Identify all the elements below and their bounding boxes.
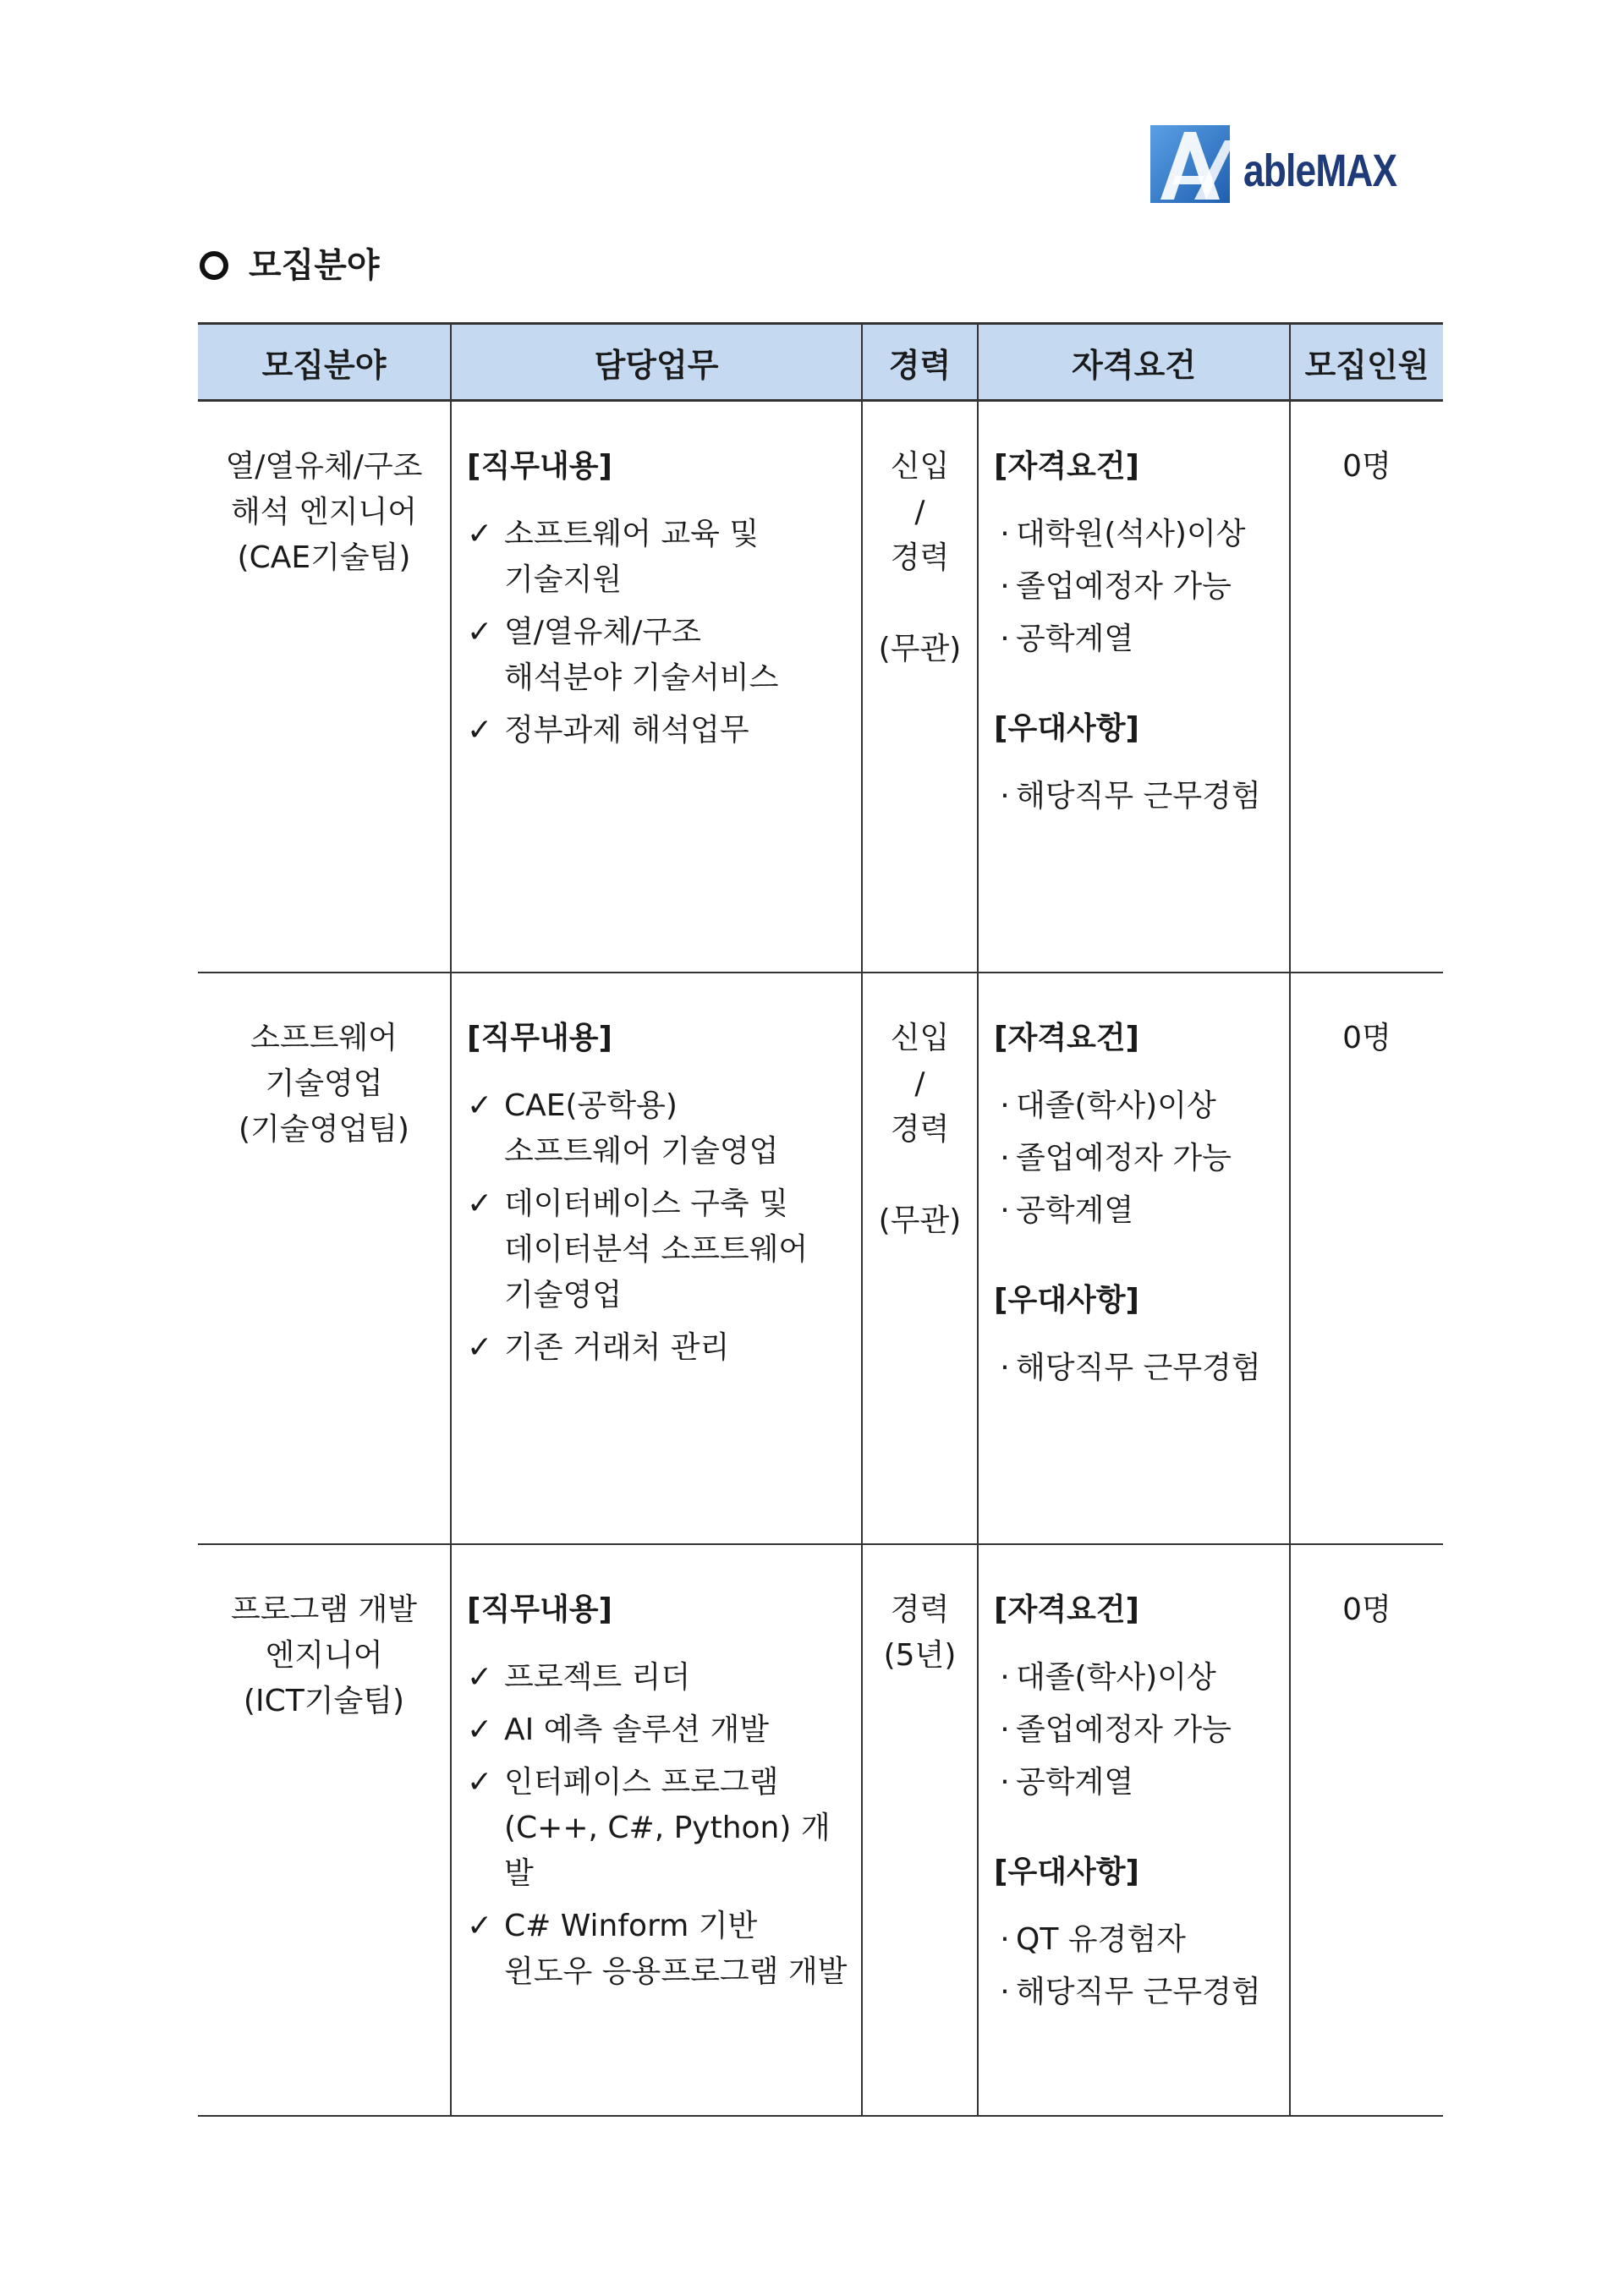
requirement-item: [994, 1760, 1284, 1806]
duty-line: AI 예측 솔루션 개발: [504, 1712, 770, 1747]
duty-line: 인터페이스 프로그램: [504, 1764, 779, 1800]
cell-headcount: 0명: [1290, 1544, 1443, 2116]
checkmark-icon: ✓: [467, 517, 493, 551]
middle-dot-icon: ·: [1000, 1192, 1010, 1228]
career-line: 경력: [890, 1592, 950, 1627]
requirement-text: 졸업예정자 가능: [1016, 1712, 1232, 1747]
preference-title: [우대사항]: [994, 1854, 1140, 1889]
duty-text: [504, 1083, 853, 1175]
field-line: (기술영업팀): [239, 1111, 409, 1147]
requirement-text: 공학계열: [1016, 1192, 1134, 1228]
header-field: 모집분야: [198, 324, 451, 401]
duty-text: [504, 1181, 853, 1318]
requirement-item: [994, 1188, 1284, 1234]
section-title: [200, 242, 380, 289]
duty-line: 프로젝트 리더: [504, 1659, 691, 1695]
duty-item: [467, 1760, 853, 1897]
duty-line: 데이터베이스 구축 및: [504, 1186, 788, 1221]
middle-dot-icon: ·: [1000, 1088, 1010, 1123]
career-line: /: [914, 1066, 925, 1101]
duty-text: [504, 708, 853, 753]
cell-headcount: 0명: [1290, 401, 1443, 973]
requirement-item: [994, 1136, 1284, 1181]
field-line: 기술영업: [265, 1066, 383, 1101]
preference-title: [우대사항]: [994, 711, 1140, 746]
middle-dot-icon: ·: [1000, 569, 1010, 604]
career-line: (5년): [883, 1637, 957, 1673]
checkmark-icon: ✓: [467, 1908, 493, 1943]
duty-line: 열/열유체/구조: [504, 615, 701, 649]
middle-dot-icon: ·: [1000, 622, 1010, 656]
field-line: (CAE기술팀): [237, 540, 411, 575]
duty-line: 정부과제 해석업무: [504, 713, 749, 748]
duty-line: CAE(공학용): [504, 1088, 678, 1123]
duty-line: 기술지원: [504, 562, 623, 597]
cell-field: [198, 973, 451, 1544]
cell-duty: [451, 1544, 862, 2116]
duty-item: [467, 1707, 853, 1753]
field-line: (ICT기술팀): [243, 1683, 405, 1718]
preference-item: [994, 1970, 1284, 2015]
duty-line: 해석분야 기술서비스: [504, 660, 779, 695]
field-line: 소프트웨어: [250, 1020, 398, 1055]
duty-title: [직무내용]: [467, 449, 613, 484]
career-line: (무관): [878, 632, 962, 666]
duty-text: [504, 610, 853, 701]
career-line: /: [914, 495, 925, 529]
requirement-item: [994, 512, 1284, 557]
preference-item: [994, 1917, 1284, 1963]
requirement-item: [994, 616, 1284, 662]
cell-field: [198, 1544, 451, 2116]
cell-field: [198, 401, 451, 973]
requirement-text: 대졸(학사)이상: [1016, 1088, 1216, 1123]
checkmark-icon: ✓: [467, 1712, 493, 1747]
checkmark-icon: ✓: [467, 1764, 493, 1800]
career-line: (무관): [878, 1203, 962, 1238]
table-row: [198, 973, 1443, 1544]
preference-text: QT 유경험자: [1016, 1921, 1186, 1957]
logo-wordmark: ableMAX: [1243, 145, 1397, 196]
duty-title: [직무내용]: [467, 1592, 613, 1627]
duty-item: [467, 1655, 853, 1701]
circle-bullet-icon: [200, 251, 228, 280]
duty-title: [직무내용]: [467, 1020, 613, 1055]
preference-text: 해당직무 근무경험: [1016, 779, 1261, 814]
requirement-item: [994, 1655, 1284, 1701]
preference-text: 해당직무 근무경험: [1016, 1974, 1261, 2009]
middle-dot-icon: ·: [1000, 1659, 1010, 1695]
middle-dot-icon: ·: [1000, 1350, 1010, 1385]
preference-text: 해당직무 근무경험: [1016, 1350, 1261, 1385]
cell-duty: [451, 401, 862, 973]
cell-requirements: [978, 973, 1290, 1544]
preference-item: [994, 1345, 1284, 1391]
duty-line: 기술영업: [504, 1277, 623, 1312]
checkmark-icon: ✓: [467, 713, 493, 748]
requirement-item: [994, 1083, 1284, 1129]
checkmark-icon: ✓: [467, 1659, 493, 1695]
middle-dot-icon: ·: [1000, 1921, 1010, 1957]
duty-text: [504, 1325, 853, 1371]
table-row: [198, 401, 1443, 973]
requirement-text: 졸업예정자 가능: [1016, 1140, 1232, 1175]
field-line: 엔지니어: [265, 1637, 383, 1673]
career-line: 경력: [890, 540, 950, 575]
duty-item: [467, 1181, 853, 1318]
career-line: 신입: [890, 449, 950, 484]
header-requirements: 자격요건: [978, 324, 1290, 401]
header-headcount: 모집인원: [1290, 324, 1443, 401]
header-career: 경력: [862, 324, 978, 401]
career-spacer: [863, 581, 977, 627]
requirement-text: 대졸(학사)이상: [1016, 1659, 1216, 1695]
field-line: 열/열유체/구조: [225, 449, 423, 484]
middle-dot-icon: ·: [1000, 1712, 1010, 1747]
cell-headcount: 0명: [1290, 973, 1443, 1544]
checkmark-icon: ✓: [467, 615, 493, 649]
requirement-text: 대학원(석사)이상: [1016, 517, 1246, 551]
requirement-item: [994, 564, 1284, 610]
duty-item: [467, 1083, 853, 1175]
header-duty: 담당업무: [451, 324, 862, 401]
middle-dot-icon: ·: [1000, 1764, 1010, 1800]
cell-career: [862, 973, 978, 1544]
requirements-title: [자격요건]: [994, 1020, 1140, 1055]
table-row: [198, 1544, 1443, 2116]
duty-text: [504, 1904, 853, 1995]
requirement-text: 공학계열: [1016, 1764, 1134, 1800]
preference-item: [994, 774, 1284, 819]
requirement-text: 졸업예정자 가능: [1016, 569, 1232, 604]
duty-item: [467, 1904, 853, 1995]
career-line: 경력: [890, 1111, 950, 1147]
duty-line: 기존 거래처 관리: [504, 1329, 730, 1365]
checkmark-icon: ✓: [467, 1329, 493, 1365]
duty-line: 윈도우 응용프로그램 개발: [504, 1954, 848, 1989]
middle-dot-icon: ·: [1000, 1140, 1010, 1175]
requirements-title: [자격요건]: [994, 449, 1140, 484]
duty-line: 데이터분석 소프트웨어: [504, 1231, 809, 1267]
field-line: 해석 엔지니어: [230, 495, 418, 529]
duty-item: [467, 708, 853, 753]
duty-item: [467, 1325, 853, 1371]
career-spacer: [863, 1153, 977, 1198]
table-header-row: [198, 324, 1443, 401]
cell-duty: [451, 973, 862, 1544]
cell-requirements: [978, 1544, 1290, 2116]
duty-item: [467, 610, 853, 701]
career-line: 신입: [890, 1020, 950, 1055]
duty-line: 소프트웨어 기술영업: [504, 1133, 779, 1169]
duty-item: [467, 512, 853, 603]
cell-career: [862, 401, 978, 973]
requirement-text: 공학계열: [1016, 622, 1134, 656]
recruitment-table: [198, 322, 1443, 2117]
duty-line: 소프트웨어 교육 및: [504, 517, 760, 551]
duty-text: [504, 1760, 853, 1897]
duty-text: [504, 512, 853, 603]
duty-line: (C++, C#, Python) 개발: [504, 1810, 831, 1891]
duty-text: [504, 1655, 853, 1701]
middle-dot-icon: ·: [1000, 517, 1010, 551]
duty-line: C# Winform 기반: [504, 1908, 758, 1943]
middle-dot-icon: ·: [1000, 1974, 1010, 2009]
middle-dot-icon: ·: [1000, 779, 1010, 814]
preference-title: [우대사항]: [994, 1282, 1140, 1318]
requirements-title: [자격요건]: [994, 1592, 1140, 1627]
cell-requirements: [978, 401, 1290, 973]
checkmark-icon: ✓: [467, 1186, 493, 1221]
checkmark-icon: ✓: [467, 1088, 493, 1123]
requirement-item: [994, 1707, 1284, 1753]
duty-text: [504, 1707, 853, 1753]
cell-career: [862, 1544, 978, 2116]
section-title-text: 모집분야: [249, 246, 380, 285]
field-line: 프로그램 개발: [230, 1592, 418, 1627]
